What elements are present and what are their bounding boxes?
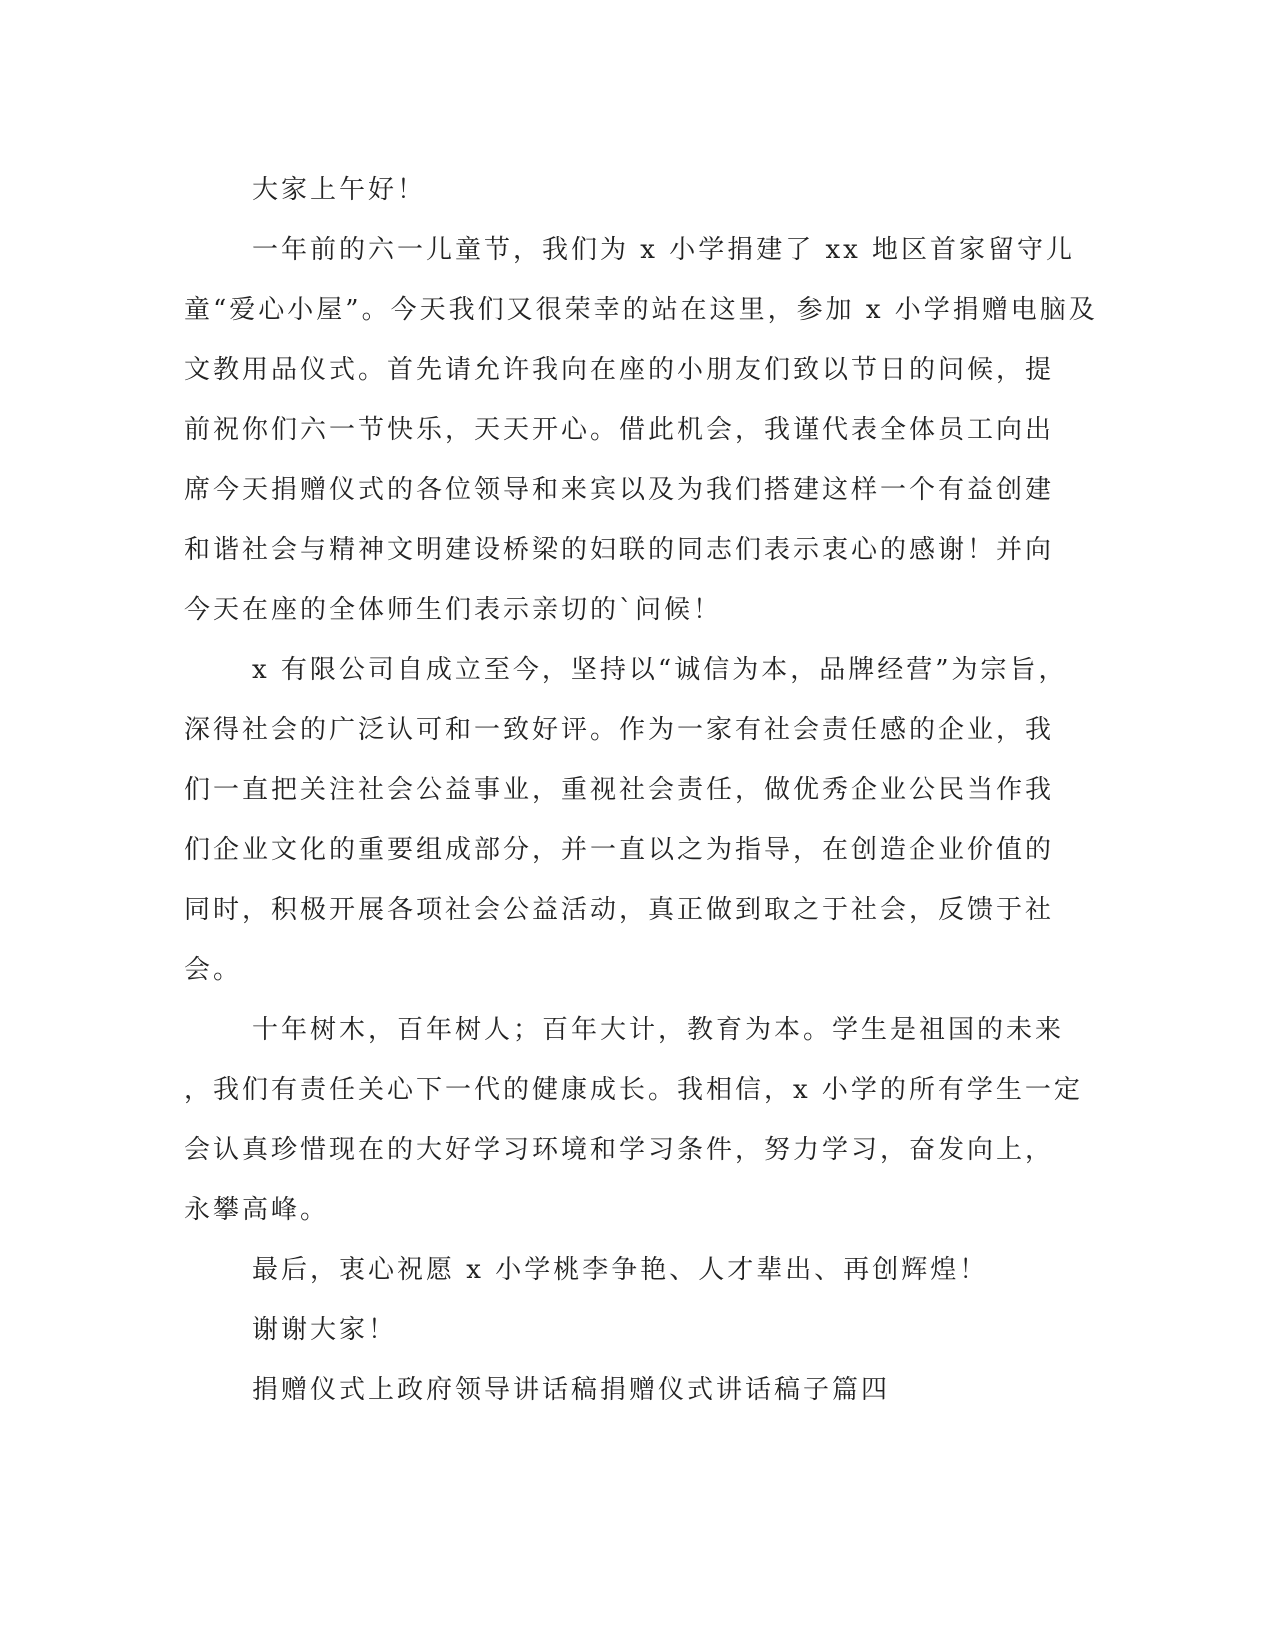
paragraph-line: 童“爱心小屋”。今天我们又很荣幸的站在这里，参加 x 小学捐赠电脑及 <box>184 295 1098 325</box>
paragraph-line: 席今天捐赠仪式的各位领导和来宾以及为我们搭建这样一个有益创建 <box>184 475 1055 505</box>
paragraph-line: 永攀高峰。 <box>184 1195 330 1225</box>
paragraph-line: x 有限公司自成立至今，坚持以“诚信为本，品牌经营”为宗旨， <box>252 655 1068 685</box>
paragraph-2 <box>184 640 1068 1000</box>
paragraph-line: 同时，积极开展各项社会公益活动，真正做到取之于社会，反馈于社 <box>184 895 1055 925</box>
closing-wish: 最后，衷心祝愿 x 小学桃李争艳、人才辈出、再创辉煌！ <box>252 1255 989 1285</box>
next-section-title: 捐赠仪式上政府领导讲话稿捐赠仪式讲话稿子篇四 <box>252 1375 891 1405</box>
speech-body <box>184 160 1098 1420</box>
paragraph-line: 会。 <box>184 955 243 985</box>
paragraph-line: 一年前的六一儿童节，我们为 x 小学捐建了 xx 地区首家留守儿 <box>252 235 1076 265</box>
paragraph-line: 们企业文化的重要组成部分，并一直以之为指导，在创造企业价值的 <box>184 835 1055 865</box>
paragraph-line: 前祝你们六一节快乐，天天开心。借此机会，我谨代表全体员工向出 <box>184 415 1055 445</box>
paragraph-line: 十年树木，百年树人；百年大计，教育为本。学生是祖国的未来 <box>252 1015 1065 1045</box>
paragraph-line: 今天在座的全体师生们表示亲切的`问候！ <box>184 595 723 625</box>
paragraph-line: ，我们有责任关心下一代的健康成长。我相信，x 小学的所有学生一定 <box>184 1075 1083 1105</box>
paragraph-line: 和谐社会与精神文明建设桥梁的妇联的同志们表示衷心的感谢！并向 <box>184 535 1055 565</box>
paragraph-line: 深得社会的广泛认可和一致好评。作为一家有社会责任感的企业，我 <box>184 715 1055 745</box>
paragraph-3 <box>184 1000 1083 1240</box>
greeting: 大家上午好！ <box>252 175 427 205</box>
paragraph-line: 文教用品仪式。首先请允许我向在座的小朋友们致以节日的问候，提 <box>184 355 1055 385</box>
paragraph-line: 们一直把关注社会公益事业，重视社会责任，做优秀企业公民当作我 <box>184 775 1055 805</box>
paragraph-1 <box>184 220 1098 640</box>
paragraph-line: 会认真珍惜现在的大好学习环境和学习条件，努力学习，奋发向上， <box>184 1135 1055 1165</box>
thanks-line: 谢谢大家！ <box>252 1315 398 1345</box>
